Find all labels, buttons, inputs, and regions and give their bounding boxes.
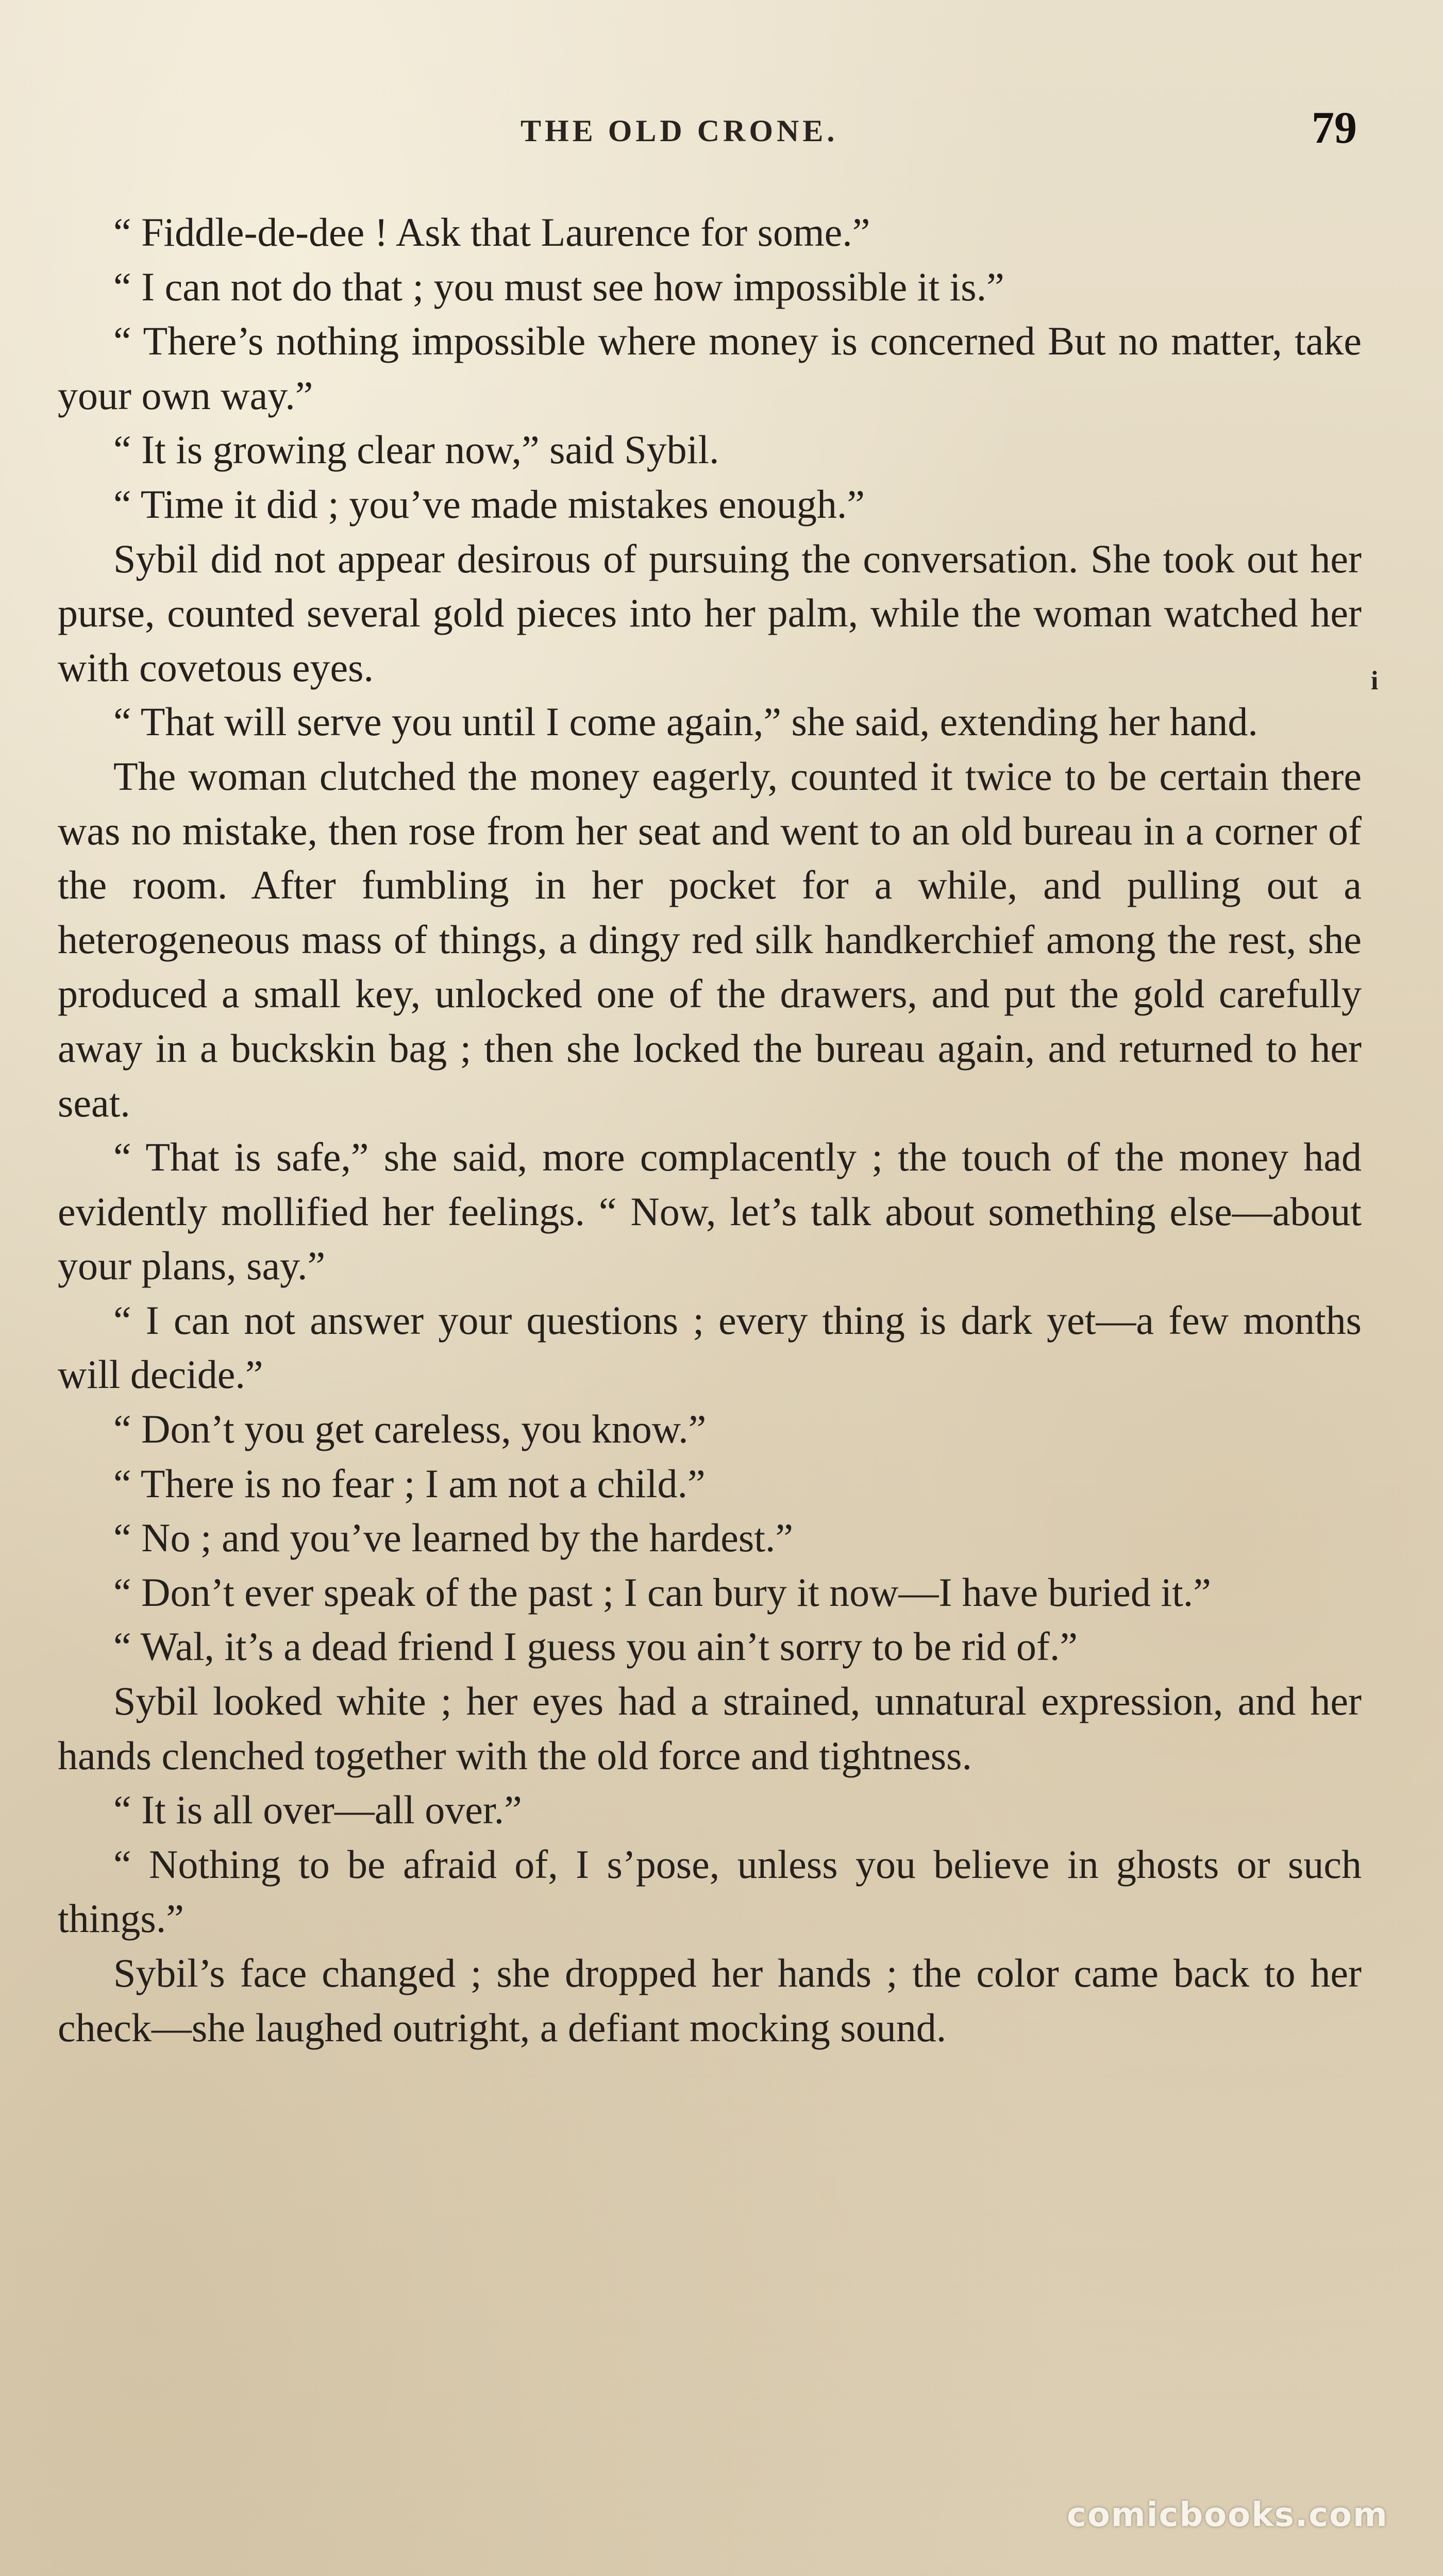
paragraph: Sybil’s face changed ; she dropped her hands ; the color came back to her check—she laughed outright, a defiant mocking sound. — [58, 1951, 1362, 2050]
paragraph: “ Wal, it’s a dead friend I guess you ain’t sorry to be rid of.” — [113, 1624, 1078, 1669]
paragraph: “ That is safe,” she said, more complacently ; the touch of the money had evidently mollified her feelings. “ Now, let’s talk about something else—about your plans, say.” — [58, 1134, 1362, 1289]
paragraph: “ Nothing to be afraid of, I s’pose, unless you believe in ghosts or such things.” — [58, 1841, 1362, 1941]
paragraph: “ Fiddle-de-dee ! Ask that Laurence for some.” — [113, 210, 870, 255]
paragraph: “ I can not answer your questions ; every thing is dark yet—a few months will decide.” — [58, 1297, 1362, 1397]
paragraph: Sybil looked white ; her eyes had a strained, unnatural expression, and her hands clenched together with the old force and tightness. — [58, 1679, 1362, 1778]
paragraph: “ Time it did ; you’ve made mistakes enough.” — [113, 481, 865, 527]
paragraph: “ No ; and you’ve learned by the hardest.” — [113, 1515, 793, 1561]
paragraph: “ It is growing clear now,” said Sybil. — [113, 427, 719, 472]
paragraph: “ That will serve you until I come again,” she said, extending her hand. — [113, 699, 1258, 744]
running-head — [0, 98, 1443, 160]
paragraph: “ I can not do that ; you must see how impossible it is.” — [113, 264, 1004, 309]
page-number: 79 — [1312, 103, 1357, 153]
paragraph: “ There’s nothing impossible where money is concerned But no matter, take your own way.” — [58, 318, 1362, 418]
running-title: THE OLD CRONE. — [521, 114, 838, 148]
body-text — [58, 205, 1362, 2055]
paragraph: The woman clutched the money eagerly, counted it twice to be certain there was no mistake, then rose from her seat and went to an old bureau in a corner of the room. After fumbling in her pocket for a while, and pulling out a heterogeneous mass of things, a dingy red silk handkerchief among the rest, she produced a small key, unlocked one of the drawers, and put the gold carefully away in a buckskin bag ; then she locked the bureau again, and returned to her seat. — [58, 753, 1362, 1125]
paragraph: “ There is no fear ; I am not a child.” — [113, 1461, 706, 1506]
paragraph: “ It is all over—all over.” — [113, 1787, 522, 1833]
watermark: comicbooks.com — [1067, 2496, 1388, 2534]
paragraph: “ Don’t ever speak of the past ; I can bury it now—I have buried it.” — [113, 1569, 1211, 1615]
paragraph: Sybil did not appear desirous of pursuing the conversation. She took out her purse, counted several gold pieces into her palm, while the woman watched her with covetous eyes. — [58, 536, 1362, 690]
paragraph: “ Don’t you get careless, you know.” — [113, 1406, 707, 1452]
stray-print-mark: i — [1371, 666, 1379, 696]
